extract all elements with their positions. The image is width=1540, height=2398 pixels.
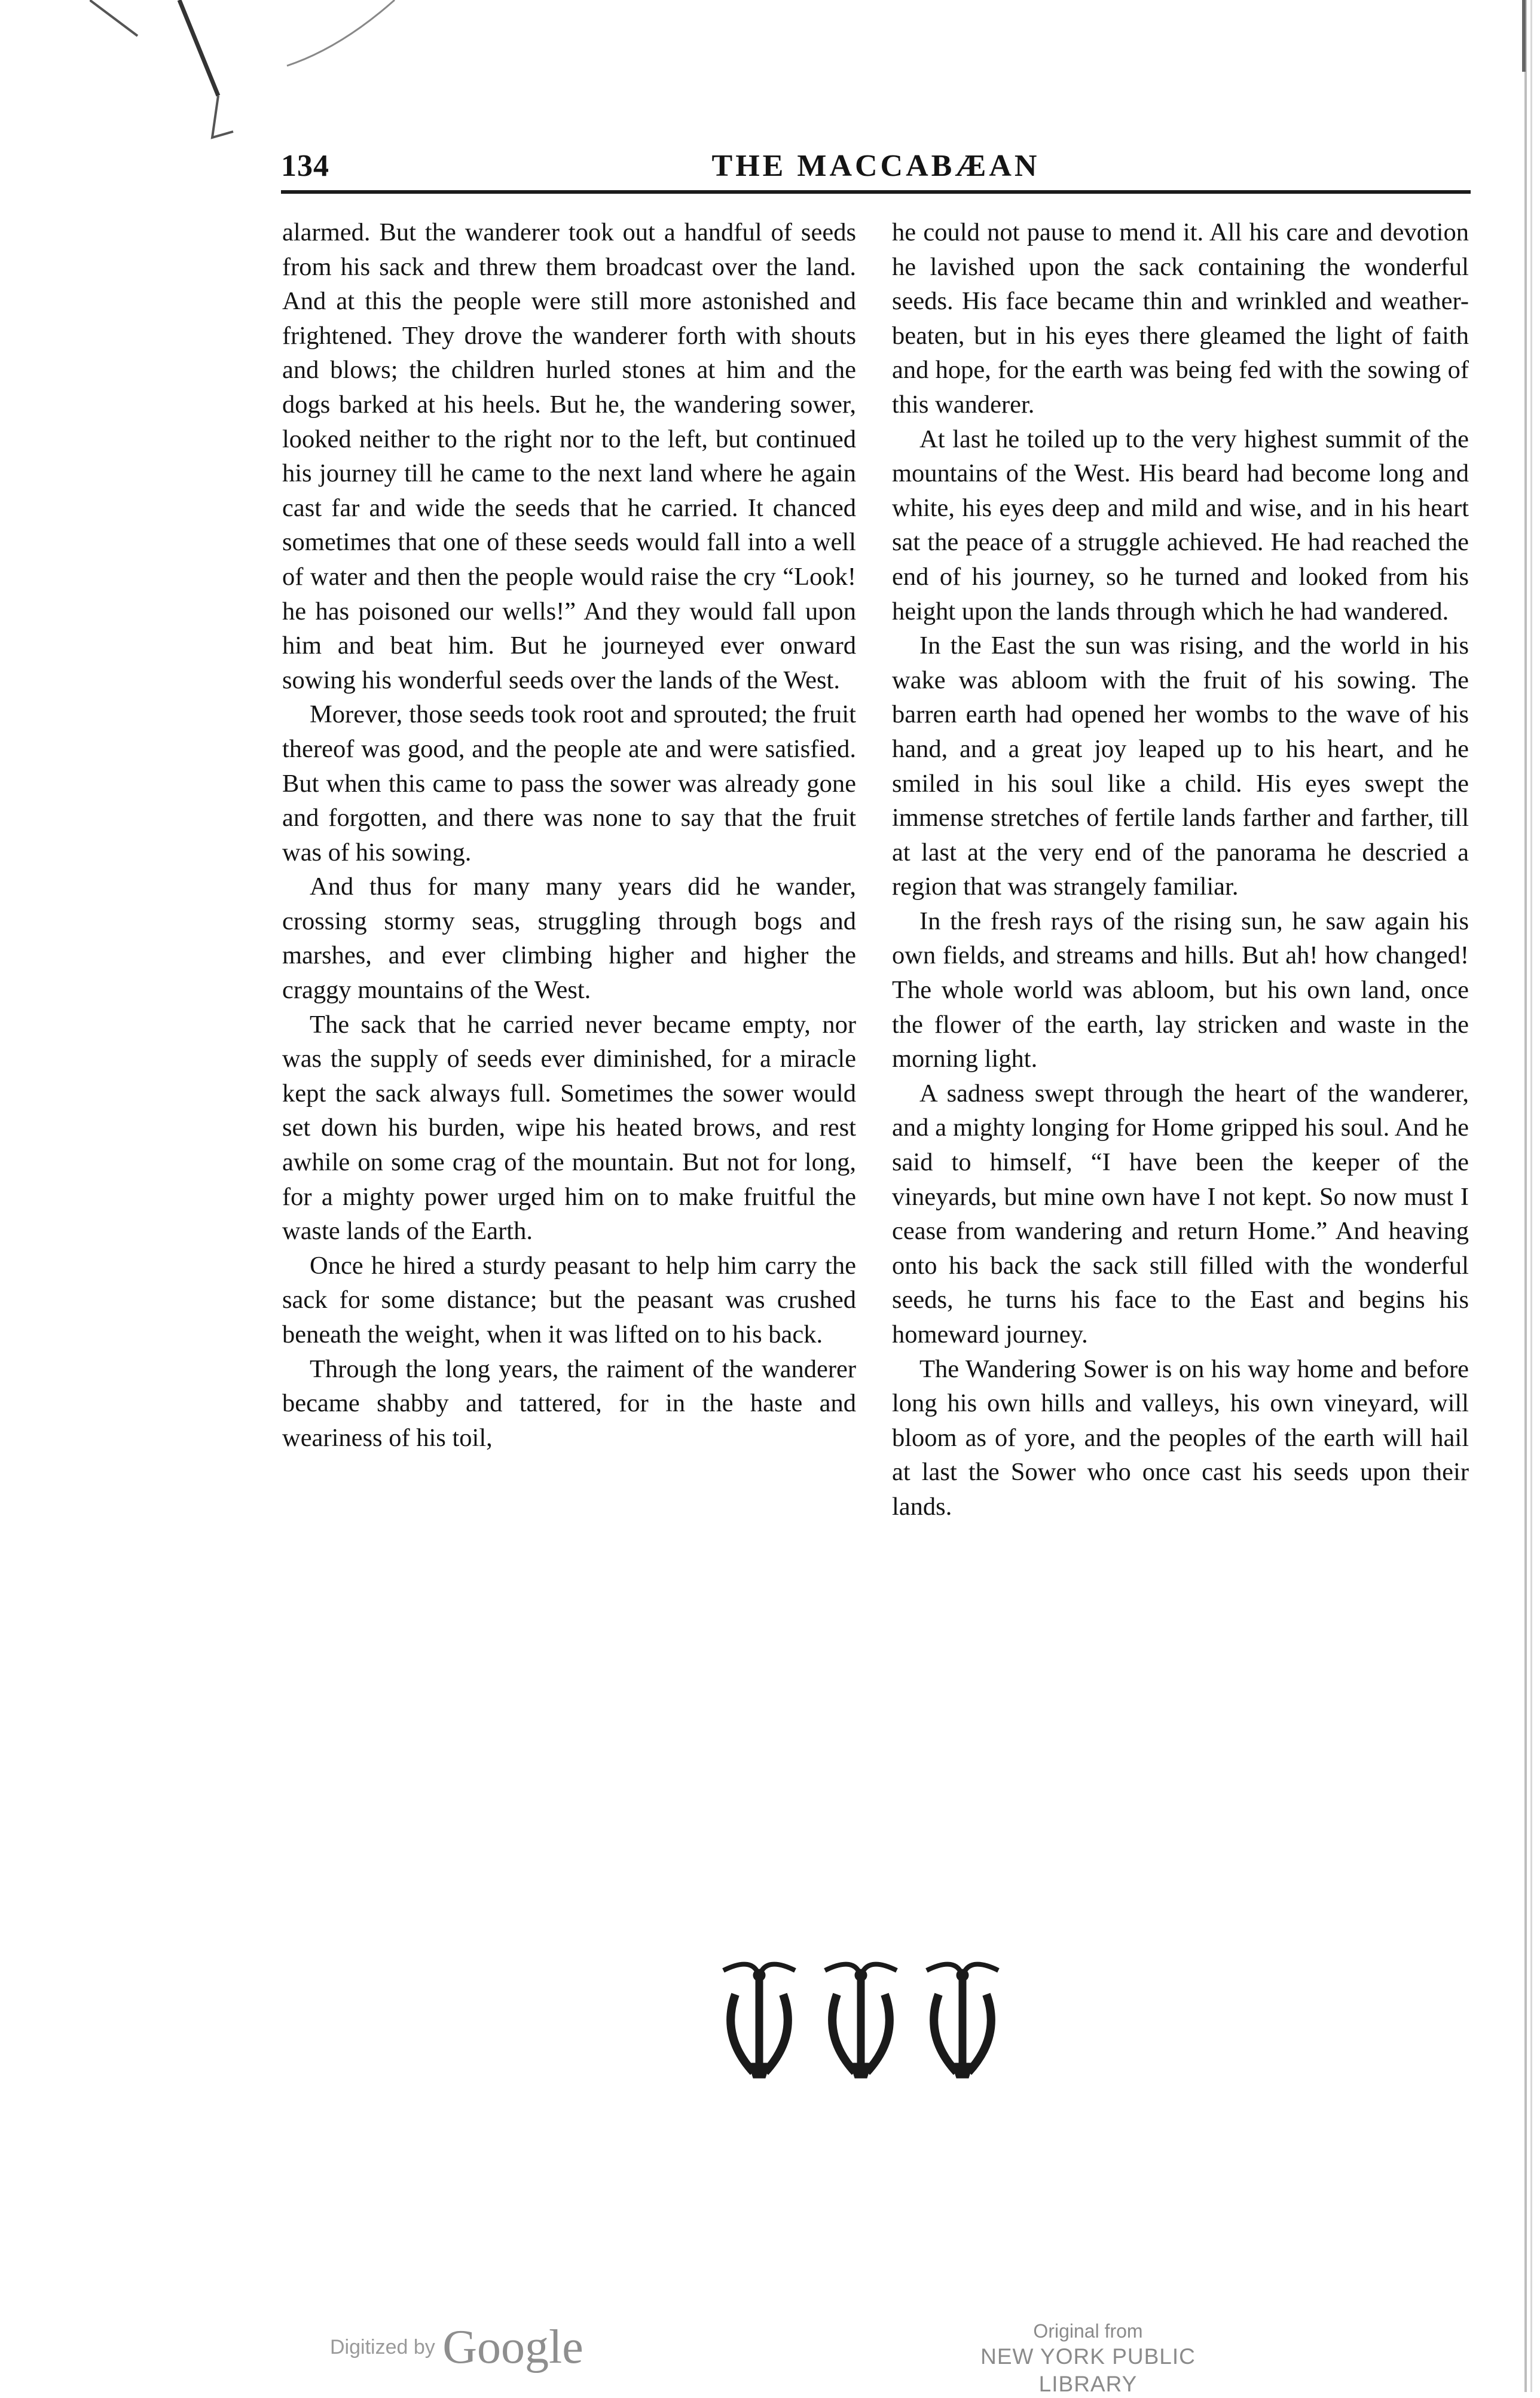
paragraph: Through the long years, the raiment of the wanderer became shabby and tattered, for in the haste and weariness of his toil, <box>282 1354 856 1452</box>
paragraph: Morever, those seeds took root and sprouted; the fruit thereof was good, and the people ate and were satisfied. But when this came to pass the sower was already gone and forgotten, and there was none to say that the fruit was of his sowing. <box>282 700 856 867</box>
paragraph: Once he hired a sturdy peasant to help him carry the sack for some distance; but the peasant was crushed beneath the weight, when it was lifted on to his back. <box>282 1251 856 1349</box>
paragraph: alarmed. But the wanderer took out a handful of seeds from his sack and threw them broadcast over the land. And at this the people were still more astonished and frightened. They drove the wanderer forth with shouts and blows; the children hurled stones at him and the dogs barked at his heels. But he, the wandering sower, looked neither to the right nor to the left, but continued his journey till he came to the next land where he again cast far and wide the seeds that he carried. It chanced sometimes that one of these seeds would fall into a well of water and then the people would raise the cry “Look! he has poisoned our wells!” And they would fall upon him and beat him. But he journeyed ever onward sowing his wonderful seeds over the lands of the West. <box>282 218 856 694</box>
page-header <box>281 144 1471 197</box>
original-from-label: Original from <box>1033 2320 1143 2342</box>
original-from-watermark <box>933 2319 1243 2398</box>
corner-pencil-mark <box>90 0 401 155</box>
page-number: 134 <box>281 149 329 183</box>
google-logo: Google <box>442 2321 583 2373</box>
paragraph: A sadness swept through the heart of the wanderer, and a mighty longing for Home gripped his soul. And he said to himself, “I have been the keeper of the vineyards, but mine own have I not kept. So now must I cease from wandering and return Home.” And heaving onto his back the sack still filled with the wonderful seeds, he turns his face to the East and begins his homeward journey. <box>892 1079 1469 1349</box>
digitized-by-label: Digitized by <box>330 2336 435 2359</box>
digitized-by-watermark <box>330 2320 583 2375</box>
paragraph: In the East the sun was rising, and the world in his wake was abloom with the fruit of his sowing. The barren earth had opened her wombs to the wave of his hand, and a great joy leaped up to his heart, and he smiled in his soul like a child. His eyes swept the immense stretches of fertile lands farther and farther, till at last at the very end of the panorama he descried a region that was strangely familiar. <box>892 631 1469 901</box>
paragraph: The sack that he carried never became empty, nor was the supply of seeds ever diminished, for a miracle kept the sack always full. Sometimes the sower would set down his burden, wipe his heated brows, and rest awhile on some crag of the mountain. But not for long, for a mighty power urged him on to make fruitful the waste lands of the Earth. <box>282 1010 856 1246</box>
right-column <box>892 215 1469 1524</box>
paragraph: And thus for many many years did he wander, crossing stormy seas, struggling through bogs and marshes, and ever climbing higher and higher the craggy mountains of the West. <box>282 872 856 1005</box>
paragraph: In the fresh rays of the rising sun, he saw again his own fields, and streams and hills. But ah! how changed! The whole world was abloom, but his own land, once the flower of the earth, lay stricken and waste in the morning light. <box>892 907 1469 1073</box>
left-column <box>282 215 856 1455</box>
page-edge-shadow <box>1504 0 1540 2392</box>
decorative-ornament <box>705 1958 1016 2090</box>
paragraph: At last he toiled up to the very highest summit of the mountains of the West. His beard had become long and white, his eyes deep and mild and wise, and in his heart sat the peace of a struggle achieved. He had reached the end of his journey, so he turned and looked from his height upon the lands through which he had wandered. <box>892 425 1469 626</box>
paragraph: he could not pause to mend it. All his care and devotion he lavished upon the sack containing the wonderful seeds. His face became thin and wrinkled and weather-beaten, but in his eyes there gleamed the light of faith and hope, for the earth was being fed with the sowing of this wanderer. <box>892 218 1469 419</box>
header-rule <box>281 190 1471 194</box>
running-title: THE MACCABÆAN <box>711 149 1040 183</box>
paragraph: The Wandering Sower is on his way home and before long his own hills and valleys, his own vineyard, will bloom as of yore, and the peoples of the earth will hail at last the Sower who once cast his seeds upon their lands. <box>892 1354 1469 1521</box>
library-name: NEW YORK PUBLIC LIBRARY <box>980 2344 1196 2396</box>
